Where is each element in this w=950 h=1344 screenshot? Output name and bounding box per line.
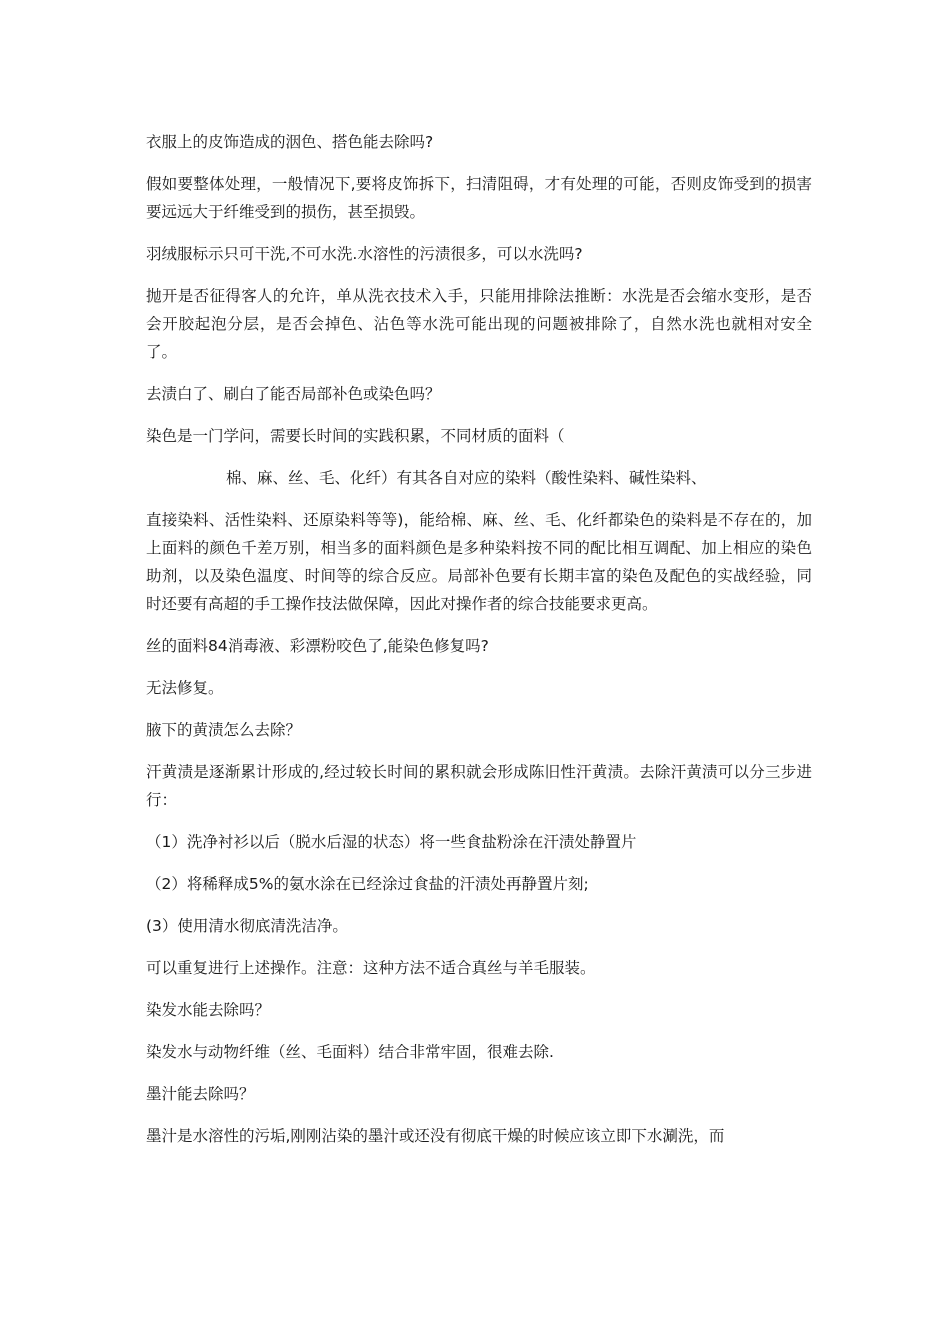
answer-hair-dye: 染发水与动物纤维（丝、毛面料）结合非常牢固，很难去除. — [146, 1043, 554, 1061]
question-down-jacket: 羽绒服标示只可干洗,不可水洗.水溶性的污渍很多，可以水洗吗? — [146, 245, 583, 263]
answer-recolor-part1: 染色是一门学问，需要长时间的实践积累，不同材质的面料（ — [146, 427, 565, 445]
document-body — [146, 128, 812, 1164]
answer-recolor-part2: 棉、麻、丝、毛、化纤）有其各自对应的染料（酸性染料、碱性染料、 — [226, 469, 707, 487]
question-silk-bleach: 丝的面料84消毒液、彩漂粉咬色了,能染色修复吗? — [146, 637, 489, 655]
question-hair-dye: 染发水能去除吗？ — [146, 1001, 271, 1019]
answer-silk-bleach: 无法修复。 — [146, 679, 224, 697]
answer-leather-trim: 假如要整体处理，一般情况下,要将皮饰拆下，扫清阻碍，才有处理的可能，否则皮饰受到的损害要远远大于纤维受到的损伤，甚至损毁。 — [146, 175, 812, 221]
answer-down-jacket: 抛开是否征得客人的允许，单从洗衣技术入手，只能用排除法推断：水洗是否会缩水变形，是否会开胶起泡分层，是否会掉色、沾色等水洗可能出现的问题被排除了，自然水洗也就相对安全了。 — [146, 287, 812, 361]
question-underarm-stain: 腋下的黄渍怎么去除？ — [146, 721, 302, 739]
question-ink: 墨汁能去除吗？ — [146, 1085, 255, 1103]
answer-recolor-part3: 直接染料、活性染料、还原染料等等)，能给棉、麻、丝、毛、化纤都染色的染料是不存在的，加上面料的颜色千差万别，相当多的面料颜色是多种染料按不同的配比相互调配、加上相应的染色助剂，以及染色温度、时间等的综合反应。局部补色要有长期丰富的染色及配色的实战经验，同时还要有高超的手工操作技法做保障，因此对操作者的综合技能要求更高。 — [146, 511, 812, 613]
note-repeat: 可以重复进行上述操作。注意：这种方法不适合真丝与羊毛服装。 — [146, 959, 596, 977]
answer-ink: 墨汁是水溶性的污垢,刚刚沾染的墨汁或还没有彻底干燥的时候应该立即下水涮洗，而 — [146, 1127, 725, 1145]
step-2: （2）将稀释成5%的氨水涂在已经涂过食盐的汗渍处再静置片刻; — [146, 875, 589, 893]
step-3: (3）使用清水彻底清洗洁净。 — [146, 917, 348, 935]
question-recolor: 去渍白了、刷白了能否局部补色或染色吗？ — [146, 385, 441, 403]
step-1: （1）洗净衬衫以后（脱水后湿的状态）将一些食盐粉涂在汗渍处静置片 — [146, 833, 637, 851]
question-leather-trim: 衣服上的皮饰造成的洇色、搭色能去除吗? — [146, 133, 434, 151]
answer-underarm-stain: 汗黄渍是逐渐累计形成的,经过较长时间的累积就会形成陈旧性汗黄渍。去除汗黄渍可以分三步进行： — [146, 763, 812, 809]
